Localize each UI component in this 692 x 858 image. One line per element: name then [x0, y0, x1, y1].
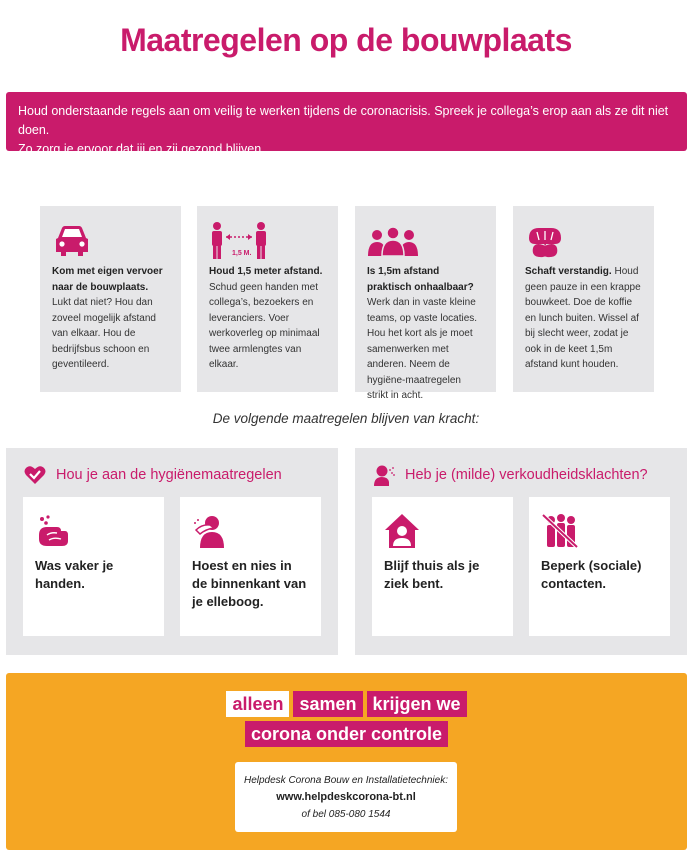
distance-icon	[209, 218, 326, 264]
card-body: Werk dan in vaste kleine teams, op vaste locaties. Hou het kort als je moet samenwerken met anderen. Neem de hygiëne-maatregelen strikt in acht.	[367, 297, 478, 401]
symptoms-panel	[355, 448, 687, 655]
slogan-word: corona onder controle	[245, 721, 448, 747]
slogan-row-2	[6, 721, 687, 747]
panel-heading-text: Hou je aan de hygiënemaatregelen	[56, 467, 282, 483]
card-text	[52, 264, 169, 373]
helpdesk-phone: of bel 085-080 1544	[301, 809, 391, 820]
tile-wash-hands	[23, 497, 164, 636]
slogan-word: alleen	[226, 691, 289, 717]
food-icon	[525, 218, 642, 264]
helpdesk-label: Helpdesk Corona Bouw en Installatietechniek:	[243, 775, 448, 786]
slogan-row-1	[6, 691, 687, 717]
no-crowd-icon	[541, 509, 658, 553]
slogan-word: krijgen we	[367, 691, 467, 717]
measure-card-breaks	[513, 206, 654, 392]
hygiene-panel-heading	[24, 462, 282, 488]
card-heading: Is 1,5m afstand praktisch onhaalbaar?	[367, 266, 474, 293]
section-subtitle: De volgende maatregelen blijven van kracht:	[212, 411, 480, 426]
helpdesk-link[interactable]: www.helpdeskcorona-bt.nl	[276, 791, 416, 803]
intro-banner	[6, 92, 687, 156]
tile-stay-home	[372, 497, 513, 636]
cough-elbow-icon	[192, 509, 309, 553]
measure-card-distance	[197, 206, 338, 392]
slogan-word: samen	[293, 691, 362, 717]
stay-home-icon	[384, 509, 501, 553]
card-body: Houd geen pauze in een krappe bouwkeet. Doe de koffie en lunch buiten. Wissel af bij slecht weer, zodat je ook in de keet 1,5m afstand kunt houden.	[525, 266, 641, 370]
page-title: Maatregelen op de bouwplaats	[120, 22, 572, 58]
intro-line-2: Zo zorg je ervoor dat jij en zij gezond blijven.	[18, 142, 265, 156]
card-body: Schud geen handen met collega’s, bezoekers en leveranciers. Voer werkoverleg op minimaal twee armlengtes van elkaar.	[209, 281, 320, 370]
helpdesk-box	[235, 762, 457, 832]
card-text	[367, 264, 484, 404]
wash-hands-icon	[35, 509, 152, 553]
hygiene-panel	[6, 448, 338, 655]
distance-icon-label: 1,5 M.	[232, 250, 252, 257]
sneeze-icon	[373, 464, 395, 486]
tile-cough-elbow	[180, 497, 321, 636]
tile-label: Beperk (sociale) contacten.	[541, 558, 642, 591]
measure-card-transport	[40, 206, 181, 392]
car-icon	[52, 218, 169, 264]
tile-label: Hoest en nies in de binnenkant van je elleboog.	[192, 558, 307, 609]
heart-check-icon	[24, 465, 46, 485]
panel-heading-text: Heb je (milde) verkoudheidsklachten?	[405, 467, 648, 483]
card-heading: Kom met eigen vervoer naar de bouwplaats.	[52, 266, 163, 293]
tile-limit-contacts	[529, 497, 670, 636]
card-text	[525, 264, 642, 373]
intro-line-1: Houd onderstaande regels aan om veilig te werken tijdens de coronacrisis. Spreek je collega’s erop aan als ze dit niet doen.	[18, 104, 669, 137]
card-heading: Schaft verstandig.	[525, 266, 612, 277]
measure-card-teams	[355, 206, 496, 401]
footer-banner	[6, 673, 687, 850]
team-icon	[367, 218, 484, 264]
symptoms-panel-heading	[373, 462, 648, 488]
tile-label: Was vaker je handen.	[35, 558, 114, 591]
card-heading: Houd 1,5 meter afstand.	[209, 266, 323, 277]
tile-label: Blijf thuis als je ziek bent.	[384, 558, 480, 591]
card-text	[209, 264, 326, 373]
card-body: Lukt dat niet? Hou dan zoveel mogelijk afstand van elkaar. Hou de bedrijfsbus schoon en geventileerd.	[52, 297, 156, 370]
